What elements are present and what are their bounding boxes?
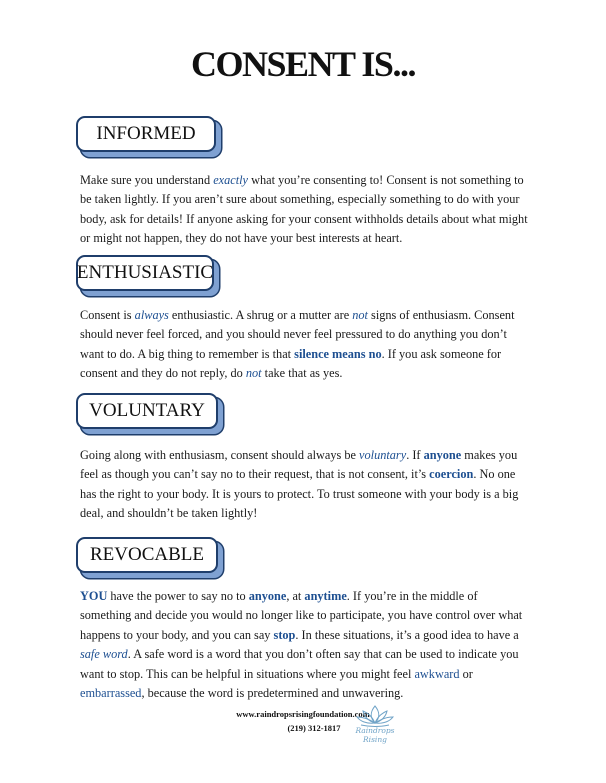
emphasis-anytime: anytime [304,589,347,603]
emphasis-coercion: coercion [429,467,474,482]
heading-voluntary-label: VOLUNTARY [89,400,205,421]
heading-enthusiastic [76,255,214,291]
text-run: . A safe word is a word that you don’t often say that can be used to indicate you want to stop. This can be helpful in situations where you might feel [80,647,519,681]
text-run: Make sure you understand [80,173,214,187]
emphasis-voluntary: voluntary [359,448,407,462]
text-run: . If you ask someone for consent and they do not reply, do [80,346,502,381]
emphasis-embarrassed: embarrassed [80,686,142,701]
emphasis-safe-word: safe word [80,647,128,662]
text-run: have the power to say no to [107,589,249,603]
paragraph-voluntary [80,446,530,524]
text-run: what you’re consenting to! Consent is not something to be taken lightly. If you aren’t sure about something, especially something to do with your body, ask for details! If anyone asking for your consent withholds details about what might or might not happen, they do not have your best interests at heart. [80,173,528,246]
text-run: Going along with enthusiasm, consent should always be [80,448,360,462]
text-run: Consent is [80,308,135,322]
text-run: . No one has the right to your body. It is yours to protect. To trust someone with your body is a big deal, and shouldn’t be taken lightly! [80,467,519,521]
text-run: signs of enthusiasm. Consent should never feel forced, and you should never feel pressured to do anything you don’t want to do. A big thing to remember is that [80,308,515,361]
heading-enthusiastic-label: ENTHUSIASTIC [76,262,214,283]
heading-informed [76,116,216,152]
emphasis-silence-means-no: silence means no [294,346,382,361]
text-run: , at [286,589,305,603]
footer [0,707,606,735]
heading-voluntary [76,393,218,429]
lotus-icon [346,702,404,728]
emphasis-not: not [352,308,368,322]
emphasis-always: always [134,308,169,322]
page-title: CONSENT IS... [191,44,415,84]
emphasis-anyone: anyone [423,448,462,462]
emphasis-awkward: awkward [414,666,460,681]
footer-phone: (219) 312-1817 [287,723,341,733]
paragraph-informed [80,171,530,249]
text-run: take that as yes. [261,366,343,381]
emphasis-you: YOU [80,589,108,603]
text-run: makes you feel as though you can’t say no to their request, that is not consent, it’s [80,448,518,482]
text-run: or [459,666,473,681]
heading-revocable-label: REVOCABLE [90,544,204,565]
logo-text: Raindrops Rising [355,726,395,744]
footer-website[interactable]: www.raindropsrisingfoundation.com [236,709,370,719]
emphasis-anyone: anyone [248,589,287,603]
raindrops-rising-logo [346,702,404,742]
text-run: . In these situations, it’s a good idea to have a [295,627,519,642]
emphasis-stop: stop [273,627,296,642]
emphasis-exactly: exactly [213,173,249,187]
heading-revocable [76,537,218,573]
text-run: enthusiastic. A shrug or a mutter are [168,308,353,322]
text-run: . If you’re in the middle of something and decide you would no longer like to participate, you have control over what happens to your body, and you can say [80,589,523,642]
emphasis-not: not [245,366,262,381]
heading-informed-label: INFORMED [96,123,196,144]
paragraph-revocable [80,587,530,703]
paragraph-enthusiastic [80,306,530,384]
text-run: , because the word is predetermined and unwavering. [141,686,404,701]
text-run: . If [406,448,424,462]
